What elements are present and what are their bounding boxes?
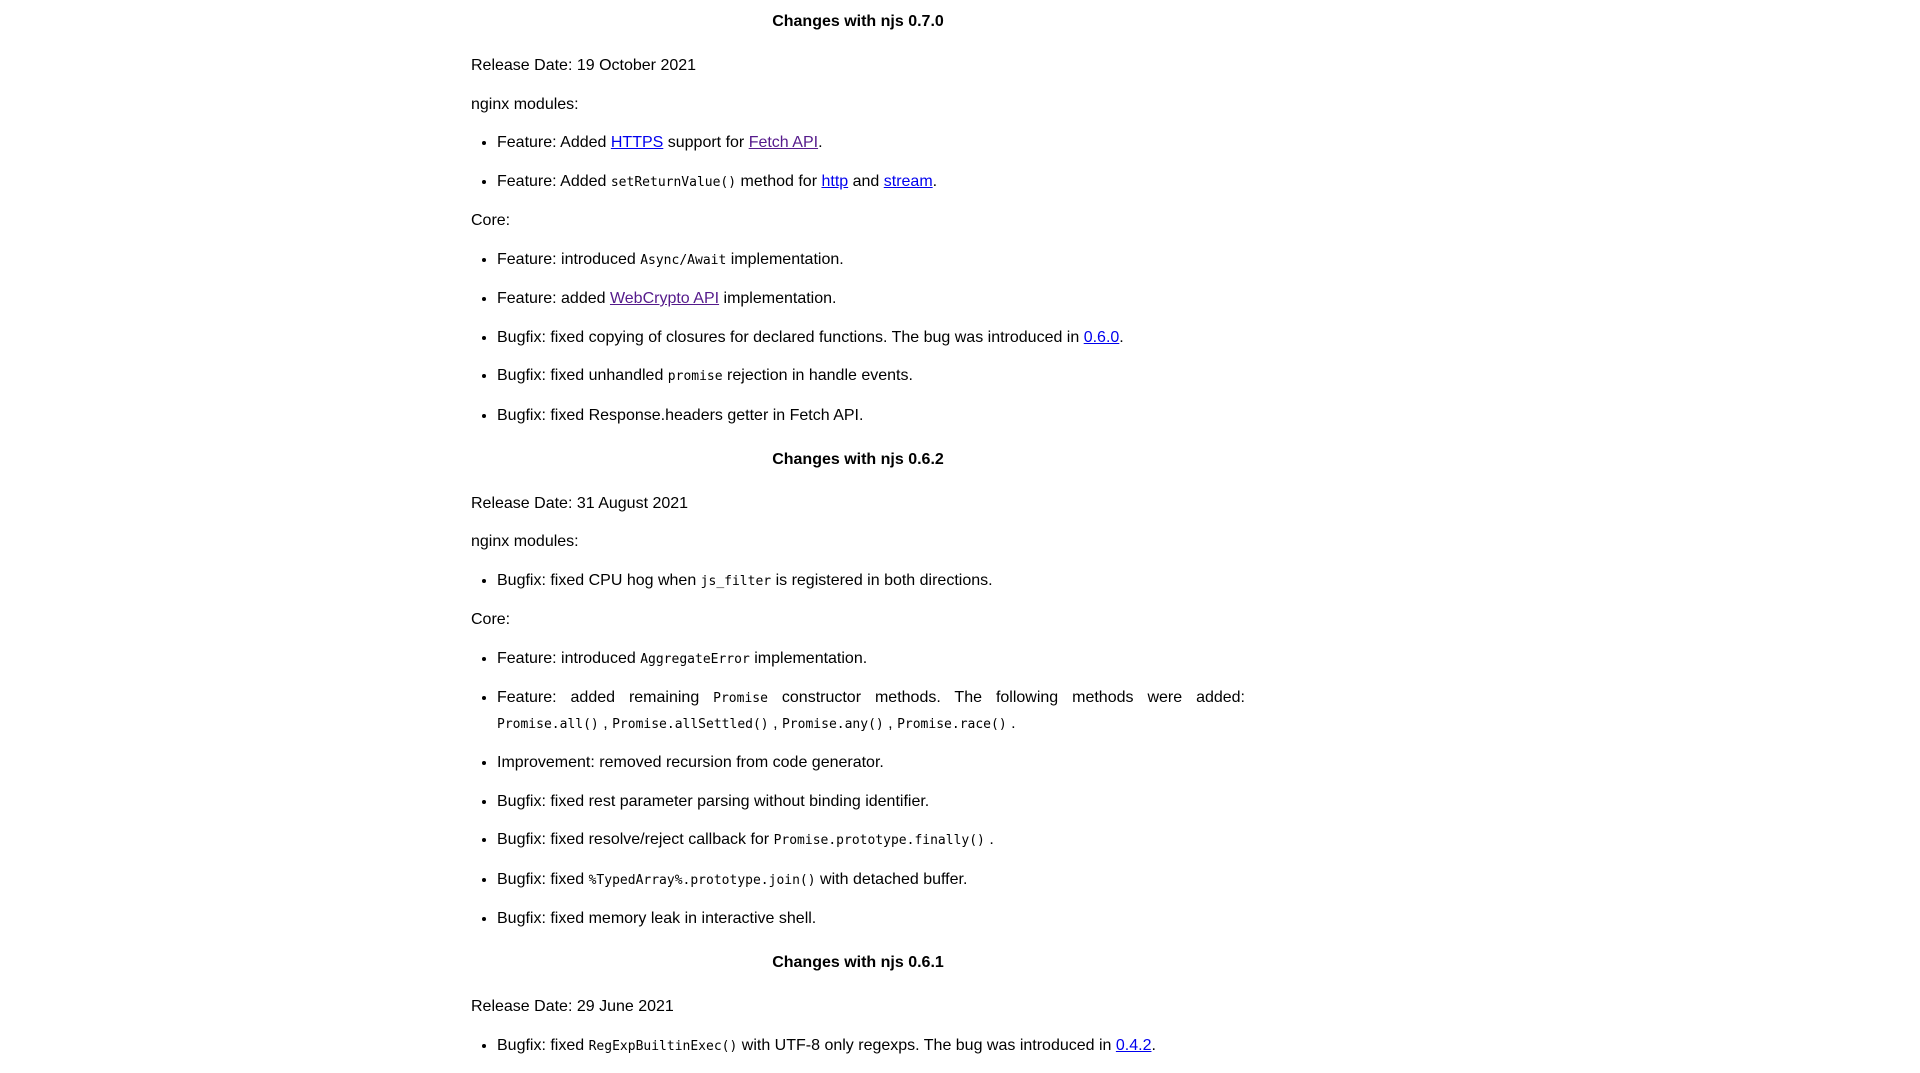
change-item (497, 751, 1245, 776)
change-list (471, 248, 1245, 429)
changelog-link[interactable]: HTTPS (610, 134, 664, 151)
text-run: Bugfix: fixed resolve/reject callback for (497, 831, 774, 848)
text-run: and (848, 172, 884, 190)
change-item (497, 569, 1245, 595)
text-run: with UTF-8 only regexps. The bug was introduced in (737, 1036, 1116, 1054)
change-item (497, 1034, 1245, 1060)
text-run: Feature: added (497, 290, 610, 307)
text-run: Feature: introduced (497, 250, 641, 268)
change-item (497, 248, 1245, 274)
inline-code: setReturnValue() (610, 174, 737, 190)
changelog-link-visited[interactable]: WebCrypto API (609, 290, 720, 307)
change-item (497, 828, 1245, 854)
text-run: Feature: added remaining (497, 689, 714, 706)
text-run: . (818, 134, 823, 151)
release-date: Release Date: 29 June 2021 (471, 998, 674, 1015)
changelog-link[interactable]: http (821, 172, 849, 190)
text-run: implementation. (749, 649, 868, 667)
group-label: nginx modules: (471, 95, 579, 113)
text-run: Bugfix: fixed CPU hog when (497, 571, 701, 589)
text-run: . (984, 831, 994, 848)
changelog-link-visited[interactable]: Fetch API (748, 134, 819, 151)
inline-code: Async/Await (640, 252, 727, 268)
inline-code: %TypedArray%.prototype.join() (588, 872, 816, 888)
text-run: is registered in both directions. (771, 571, 993, 589)
text-run: Bugfix: fixed unhandled (497, 367, 668, 384)
inline-code: Promise.all() (497, 716, 599, 732)
text-run: Bugfix: fixed Response.headers getter in Fetch API. (497, 406, 864, 424)
change-item (497, 907, 1245, 932)
text-run: Feature: Added (497, 134, 611, 151)
text-run: . (932, 172, 938, 190)
inline-code: Promise.any() (781, 716, 884, 732)
text-run: Bugfix: fixed (497, 870, 589, 888)
change-item (497, 326, 1245, 351)
changelog-link[interactable]: stream (883, 172, 933, 190)
text-run: Feature: introduced (497, 649, 641, 667)
changelog-section (471, 448, 1245, 932)
inline-code: Promise (713, 691, 768, 706)
text-run: Improvement: removed recursion from code generator. (497, 754, 884, 771)
text-run: Bugfix: fixed memory leak in interactive shell. (497, 910, 817, 927)
text-run: Bugfix: fixed rest parameter parsing without binding identifier. (497, 792, 930, 810)
change-item (497, 790, 1245, 815)
group-label: nginx modules: (471, 533, 579, 550)
inline-code: Promise.allSettled() (612, 716, 769, 732)
changelog-link[interactable]: 0.6.0 (1083, 328, 1120, 346)
text-run: . (1151, 1036, 1156, 1054)
text-run: , (598, 714, 613, 732)
text-run: Bugfix: fixed copying of closures for declared functions. The bug was introduced in (497, 328, 1084, 346)
release-date: Release Date: 31 August 2021 (471, 494, 689, 512)
change-item (497, 131, 1245, 156)
inline-code: promise (667, 369, 723, 384)
section-title: Changes with njs 0.6.1 (772, 954, 944, 971)
text-run: implementation. (719, 290, 837, 307)
change-list (471, 647, 1245, 932)
change-item (497, 404, 1245, 429)
text-run: . (1006, 714, 1016, 732)
change-item (497, 364, 1245, 390)
text-run: support for (663, 134, 749, 151)
change-item (497, 287, 1245, 312)
text-run: , (768, 714, 782, 732)
change-list (471, 569, 1245, 595)
changelog-content (471, 0, 1245, 1073)
section-title: Changes with njs 0.7.0 (772, 13, 944, 30)
group-label: Core: (471, 611, 511, 628)
text-run: rejection in handle events. (722, 367, 913, 384)
change-item (497, 868, 1245, 894)
text-run: method for (736, 172, 822, 190)
changelog-link[interactable]: 0.4.2 (1115, 1036, 1152, 1054)
text-run: Bugfix: fixed (497, 1036, 589, 1054)
inline-code: Promise.prototype.finally() (773, 833, 985, 848)
change-item (497, 686, 1245, 737)
text-run: constructor methods. The following methods were added: (767, 689, 1246, 706)
changelog-section (471, 10, 1245, 428)
change-item (497, 647, 1245, 673)
inline-code: RegExpBuiltinExec() (588, 1038, 738, 1054)
group-label: Core: (471, 212, 511, 229)
text-run: , (883, 714, 898, 732)
change-list (471, 131, 1245, 195)
section-title: Changes with njs 0.6.2 (772, 450, 944, 468)
inline-code: js_filter (700, 573, 772, 589)
changelog-section (471, 951, 1245, 1059)
inline-code: AggregateError (640, 651, 750, 667)
text-run: implementation. (726, 250, 844, 268)
change-item (497, 170, 1245, 196)
inline-code: Promise.race() (897, 716, 1007, 732)
text-run: Feature: Added (497, 172, 611, 190)
release-date: Release Date: 19 October 2021 (471, 57, 697, 74)
text-run: with detached buffer. (815, 870, 968, 888)
text-run: . (1119, 328, 1124, 346)
change-list (471, 1034, 1245, 1060)
